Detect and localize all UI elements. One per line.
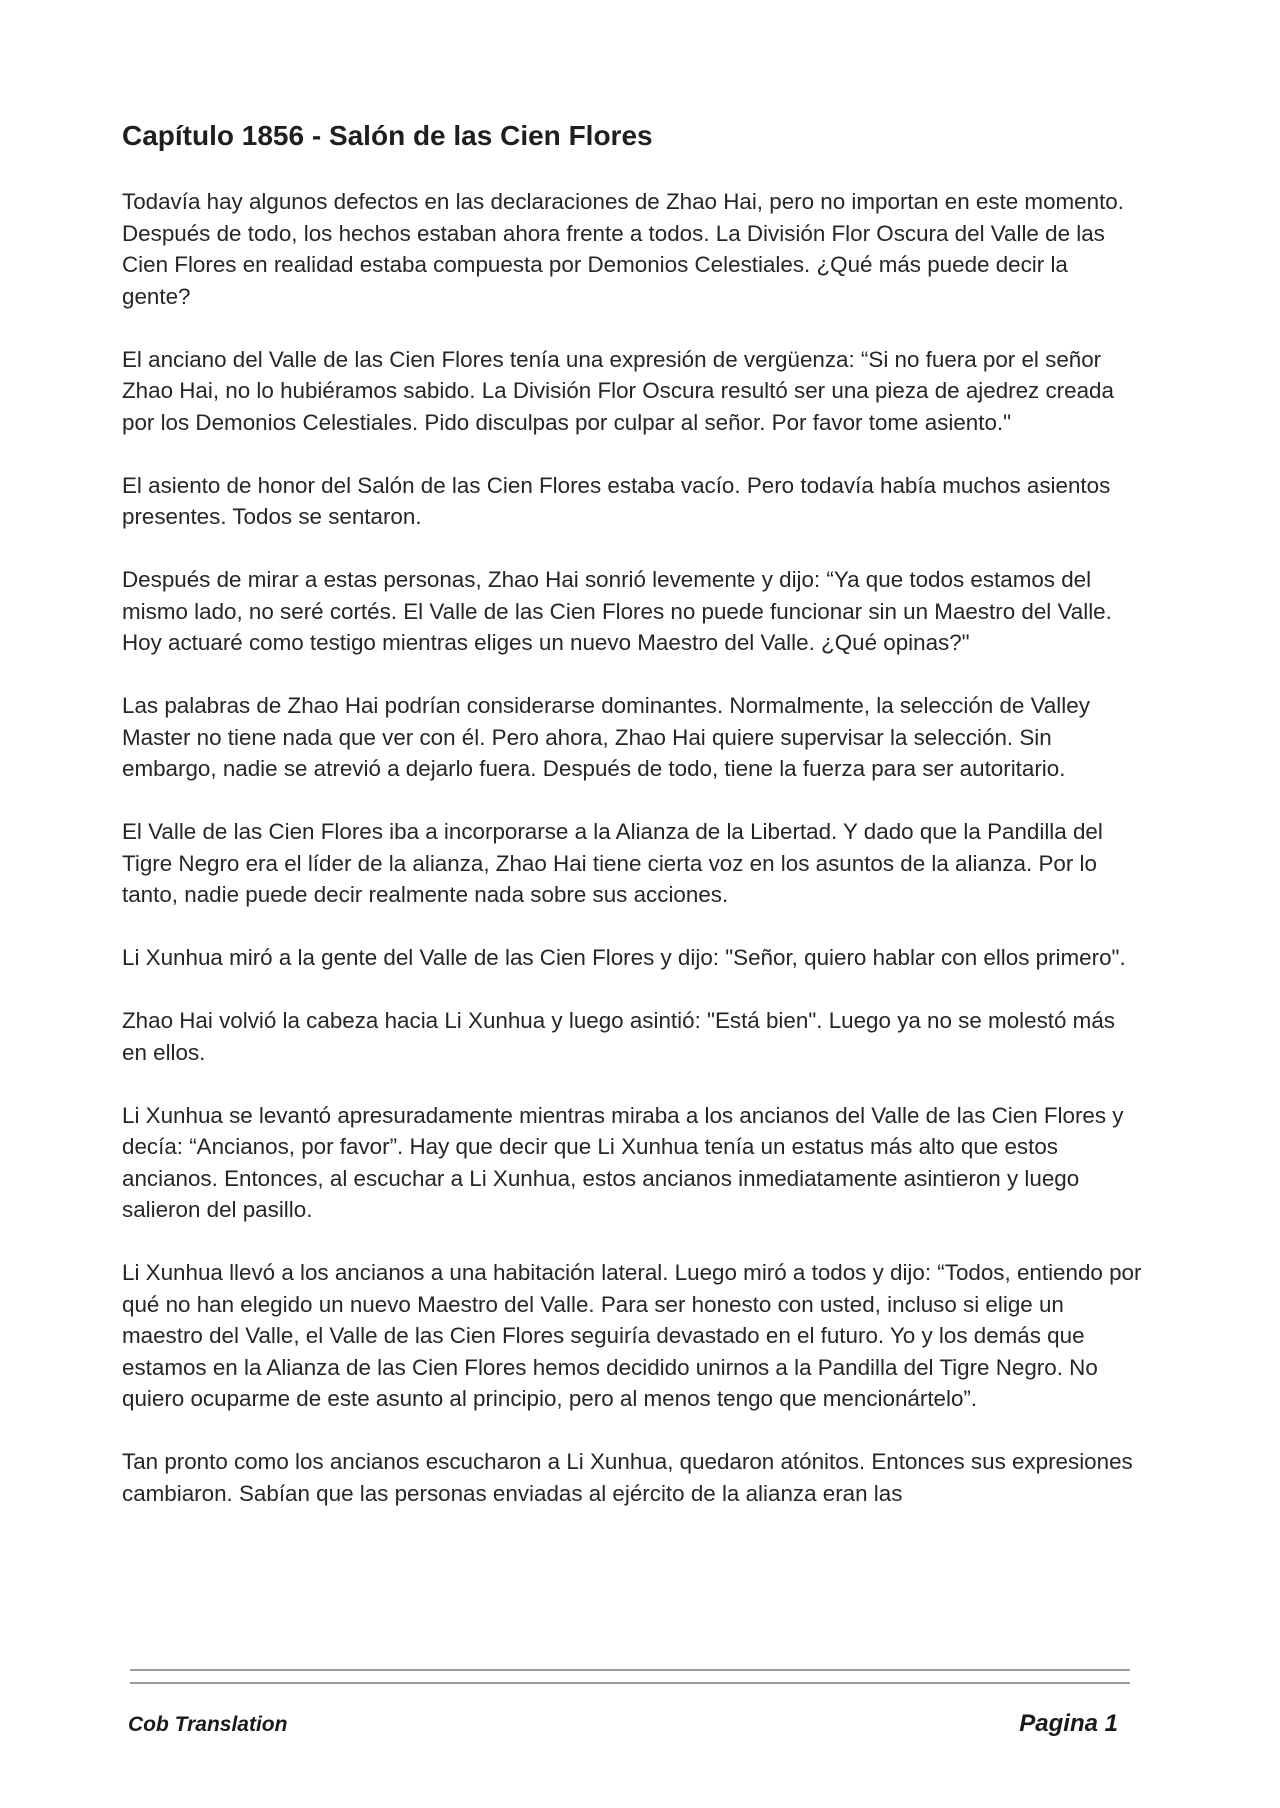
document-body — [122, 186, 1142, 1541]
paragraph: Li Xunhua se levantó apresuradamente mientras miraba a los ancianos del Valle de las Cien Flores y decía: “Ancianos, por favor”. Hay que decir que Li Xunhua tenía un estatus más alto que estos ancianos. Entonces, al escuchar a Li Xunhua, estos ancianos inmediatamente asintieron y luego salieron del pasillo. — [122, 1102, 1124, 1222]
paragraph: El asiento de honor del Salón de las Cien Flores estaba vacío. Pero todavía había muchos asientos presentes. Todos se sentaron. — [122, 472, 1111, 529]
paragraph: El anciano del Valle de las Cien Flores tenía una expresión de vergüenza: “Si no fuera por el señor Zhao Hai, no lo hubiéramos sabido. La División Flor Oscura resultó ser una pieza de ajedrez creada por los Demonios Celestiales. Pido disculpas por culpar al señor. Por favor tome asiento." — [122, 346, 1114, 435]
page-number: Pagina 1 — [1019, 1710, 1118, 1737]
footer-divider-top — [130, 1669, 1130, 1671]
footer-credit: Cob Translation — [128, 1713, 288, 1736]
paragraph: Todavía hay algunos defectos en las declaraciones de Zhao Hai, pero no importan en este momento. Después de todo, los hechos estaban ahora frente a todos. La División Flor Oscura del Valle de las Cien Flores en realidad estaba compuesta por Demonios Celestiales. ¿Qué más puede decir la gente? — [122, 189, 1124, 309]
paragraph: Li Xunhua llevó a los ancianos a una habitación lateral. Luego miró a todos y dijo: “Todos, entiendo por qué no han elegido un nuevo Maestro del Valle. Para ser honesto con usted, incluso si elige un maestro del Valle, el Valle de las Cien Flores seguiría devastado en el futuro. Yo y los demás que estamos en la Alianza de las Cien Flores hemos decidido unirnos a la Pandilla del Tigre Negro. No quiero ocuparme de este asunto al principio, pero al menos tengo que mencionártelo”. — [122, 1260, 1142, 1411]
paragraph: Tan pronto como los ancianos escucharon a Li Xunhua, quedaron atónitos. Entonces sus expresiones cambiaron. Sabían que las personas enviadas al ejército de la alianza eran las — [122, 1449, 1133, 1506]
footer-divider-bottom — [130, 1682, 1130, 1684]
paragraph: Li Xunhua miró a la gente del Valle de las Cien Flores y dijo: "Señor, quiero hablar con ellos primero". — [122, 945, 1126, 970]
paragraph: Las palabras de Zhao Hai podrían considerarse dominantes. Normalmente, la selección de Valley Master no tiene nada que ver con él. Pero ahora, Zhao Hai quiere supervisar la selección. Sin embargo, nadie se atrevió a dejarlo fuera. Después de todo, tiene la fuerza para ser autoritario. — [122, 693, 1090, 781]
chapter-title: Capítulo 1856 - Salón de las Cien Flores — [122, 120, 653, 151]
paragraph: Zhao Hai volvió la cabeza hacia Li Xunhua y luego asintió: "Está bien". Luego ya no se molestó más en ellos. — [122, 1008, 1115, 1065]
paragraph: Después de mirar a estas personas, Zhao Hai sonrió levemente y dijo: “Ya que todos estamos del mismo lado, no seré cortés. El Valle de las Cien Flores no puede funcionar sin un Maestro del Valle. Hoy actuaré como testigo mientras eliges un nuevo Maestro del Valle. ¿Qué opinas?" — [122, 567, 1112, 655]
paragraph: El Valle de las Cien Flores iba a incorporarse a la Alianza de la Libertad. Y dado que la Pandilla del Tigre Negro era el líder de la alianza, Zhao Hai tiene cierta voz en los asuntos de la alianza. Por lo tanto, nadie puede decir realmente nada sobre sus acciones. — [122, 819, 1103, 907]
